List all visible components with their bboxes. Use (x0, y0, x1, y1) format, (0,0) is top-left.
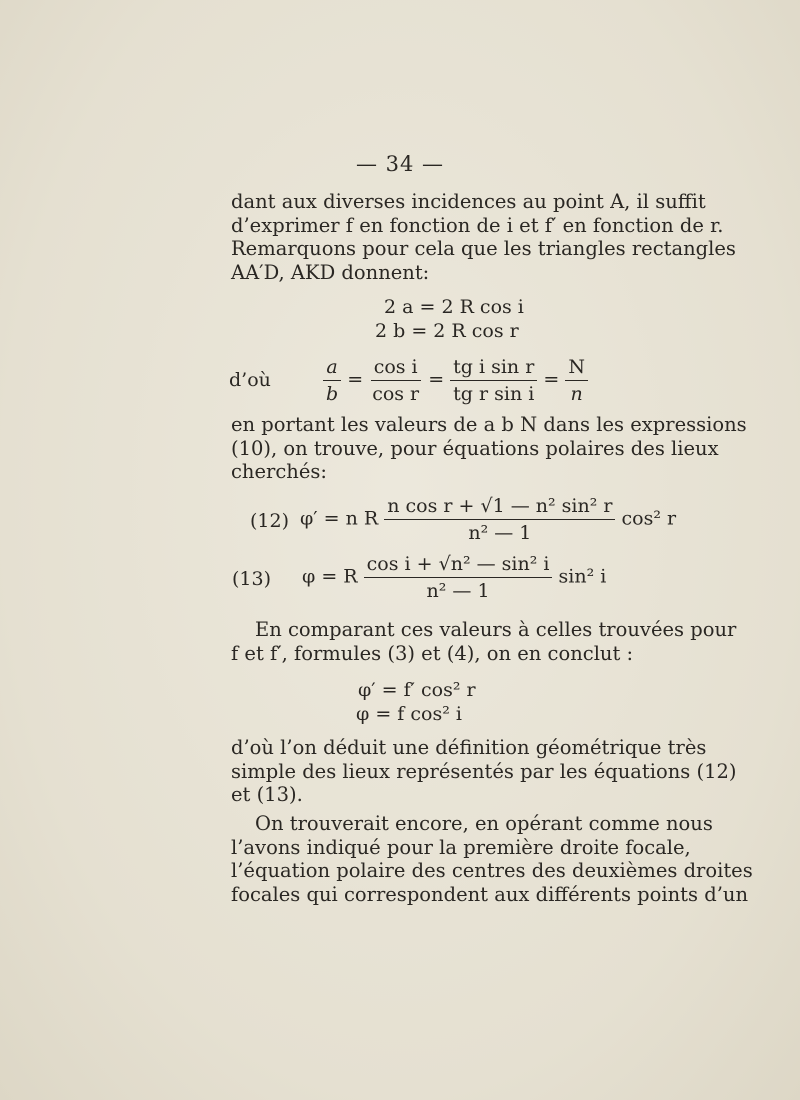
text-line: On trouverait encore, en opérant comme nous (255, 812, 713, 835)
text-line: l’équation polaire des centres des deuxièmes droites (231, 859, 753, 882)
text-line: l’avons indiqué pour la première droite focale, (231, 835, 691, 859)
text-line: focales qui correspondent aux différents points d’un (231, 882, 749, 906)
fraction: $\frac{\text{cos i + √n² — sin² i}}{\text{n² — 1}}$ (364, 553, 553, 602)
text-line: dant aux diverses incidences au point A, il suffit (231, 190, 706, 213)
equation-2a: 2 a = 2 R cos i (384, 296, 524, 318)
dou-label: d’où (229, 369, 271, 391)
equation-13-label: (13) (232, 568, 272, 590)
paragraph-comparant (231, 618, 737, 665)
text-line: f et f′, formules (3) et (4), on en conclut : (231, 641, 634, 665)
equation-phi-prime: φ′ = f′ cos² r (358, 679, 476, 701)
equation-12-label: (12) (250, 510, 290, 532)
text-line: En comparant ces valeurs à celles trouvées pour (255, 618, 737, 641)
equation-2b: 2 b = 2 R cos r (375, 320, 519, 342)
text-line: AA′D, AKD donnent: (231, 260, 430, 284)
equation-13: φ = R $\frac{\text{cos i + √n² — sin² i}}{\text{n² — 1}}$ sin² i (302, 553, 607, 602)
text-line: cherchés: (231, 460, 327, 483)
paragraph-trouverait (231, 812, 753, 906)
page-number: — 34 — (355, 152, 445, 176)
equation-ratio: $\frac{a}{b}$ = $\frac{\text{cos i}}{\text{cos r}}$ = $\frac{\text{tg i sin r}}{\text{tg r sin i}}$ = $\frac{N}{n}$ (323, 356, 588, 405)
text-line: en portant les valeurs de a b N dans les expressions (231, 413, 747, 436)
paragraph-intro (231, 190, 736, 284)
text-line: d’où l’on déduit une définition géométrique très (231, 736, 707, 759)
fraction: $\frac{N}{n}$ (565, 356, 588, 405)
equation-12: φ′ = n R $\frac{\text{n cos r + √1 — n² sin² r}}{\text{n² — 1}}$ cos² r (300, 495, 677, 544)
equation-phi: φ = f cos² i (356, 703, 462, 725)
paragraph-portant (231, 413, 747, 484)
text-line: (10), on trouve, pour équations polaires des lieux (231, 436, 719, 460)
fraction: $\frac{a}{b}$ (323, 356, 341, 405)
text-line: et (13). (231, 783, 303, 806)
text-line: simple des lieux représentés par les équations (12) (231, 759, 737, 783)
fraction: $\frac{\text{n cos r + √1 — n² sin² r}}{\text{n² — 1}}$ (384, 495, 615, 544)
text-line: Remarquons pour cela que les triangles rectangles (231, 237, 736, 260)
fraction: $\frac{\text{cos i}}{\text{cos r}}$ (372, 356, 420, 405)
fraction: $\frac{\text{tg i sin r}}{\text{tg r sin i}}$ (450, 356, 537, 405)
text-line: d’exprimer f en fonction de i et f′ en fonction de r. (231, 213, 724, 237)
paragraph-deduit (231, 736, 737, 807)
